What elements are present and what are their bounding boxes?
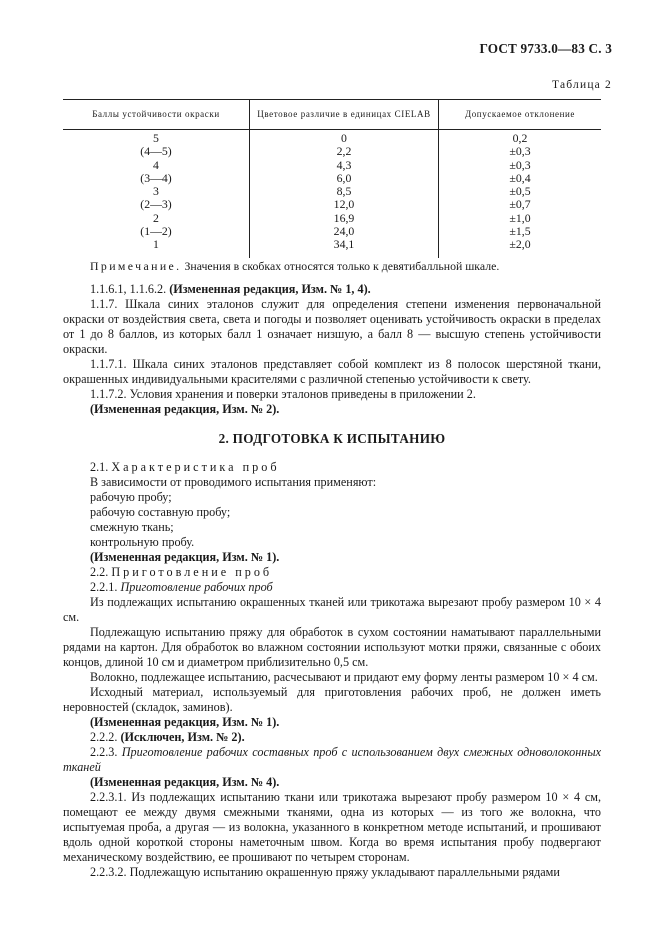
cell-grade: 3 [153,184,159,199]
cell-grade: 5 [153,131,159,145]
cell-tolerance: ±0,7 [509,197,531,212]
cell-grade: 2 [153,210,159,225]
cell-tolerance: ±0,3 [509,144,531,159]
table-row [63,185,601,198]
table-row [63,225,601,238]
clause-number: 2.1. [90,460,112,474]
table-row [63,212,601,225]
amendment-note: (Измененная редакция, Изм. № 1, 4). [169,282,371,296]
clause-number: 2.2.1. [90,580,121,594]
cell-difference: 2,2 [250,145,439,158]
note-text: Значения в скобках относятся только к девятибалльной шкале. [181,259,500,273]
body-text [63,282,601,880]
paragraph-1-1-6 [63,282,601,297]
cell-grade: (2—3) [140,197,172,212]
cell-tolerance: ±0,5 [509,184,531,199]
cell-tolerance: ±0,4 [509,170,531,185]
clause-title: Приготовление проб [111,565,273,579]
clause-number: 2.2.2. [90,730,121,744]
cell-tolerance: ±1,5 [509,224,531,239]
cell-tolerance: ±1,0 [509,210,531,225]
note-label: Примечание. [90,259,182,273]
clause-title: Характеристика проб [111,460,280,474]
clause-number: 2.2.3. [90,745,122,759]
table-label: Таблица 2 [552,79,612,91]
cell-grade: (3—4) [140,170,172,185]
cell-difference: 6,0 [250,172,439,185]
table-row [63,130,601,146]
table-row [63,172,601,185]
amendment-note: (Измененная редакция, Изм. № 4). [90,775,280,789]
list-item: контрольную пробу. [90,535,195,549]
paragraph-1-1-7: 1.1.7. Шкала синих эталонов служит для определения степени изменения первоначальной окраски от воздействия света, света и погоды и позволяет оценивать устойчивость окраски в пределах от 1 до 8 баллов, из которых балл 1 означает низшую, а балл 8 — высшую степень устойчивости окраски. [63,297,601,356]
clause-2-2-2 [63,730,601,745]
table-row [63,159,601,172]
clause-2-2-1-heading [63,580,601,595]
cell-difference: 16,9 [250,212,439,225]
cell-difference: 34,1 [250,238,439,257]
col-header-tolerance: Допускаемое отклонение [439,100,602,130]
cell-difference: 24,0 [250,225,439,238]
section-title: 2. ПОДГОТОВКА К ИСПЫТАНИЮ [218,431,446,446]
cell-tolerance: 0,2 [512,131,528,145]
cell-difference: 12,0 [250,198,439,211]
table-row [63,145,601,158]
fastness-table [63,99,601,258]
amendment-note: (Измененная редакция, Изм. № 1). [90,715,280,729]
cell-difference: 8,5 [250,185,439,198]
cell-tolerance: ±2,0 [509,237,531,252]
cell-grade: (4—5) [140,144,172,159]
exclusion-note: (Исключен, Изм. № 2). [120,730,245,744]
table-header-row [63,100,601,130]
clause-title: Приготовление рабочих составных проб с использованием двух смежных одноволоконных тканей [63,745,601,774]
table-row [63,238,601,257]
clause-2-2-heading [63,565,601,580]
col-header-grade: Баллы устойчивости окраски [63,100,250,130]
paragraph: Исходный материал, используемый для приготовления рабочих проб, не должен иметь неровностей (складок, заминов). [63,685,601,714]
clause-2-1-heading [63,460,601,475]
clause-2-2-3-heading [63,745,601,775]
paragraph: Из подлежащих испытанию окрашенных тканей или трикотажа вырезают пробу размером 10 × 4 см. [63,595,601,624]
col-header-color-difference: Цветовое различие в единицах CIELAB [250,100,439,130]
paragraph: Волокно, подлежащее испытанию, расчесывают и придают ему форму ленты размером 10 × 4 см. [90,670,598,684]
paragraph-1-1-7-1: 1.1.7.1. Шкала синих эталонов представляет собой комплект из 8 полосок шерстяной ткани, окрашенных индивидуальными красителями с различной степенью устойчивости к свету. [63,357,601,386]
paragraph-2-2-3-1: 2.2.3.1. Из подлежащих испытанию ткани или трикотажа вырезают пробу размером 10 × 4 см, помещают ее между двумя смежными тканями, одна из которых — из того же волокна, что испытуемая проба, а другая — из волокна, указанного в конкретном методе испытаний, и прошивают вдоль одной короткой стороны наметочным швом. Когда во время испытания пробу подвергают механическому воздействию, ее прошивают по четырем сторонам. [63,790,601,864]
cell-difference: 0 [250,130,439,146]
cell-grade: 4 [153,157,159,172]
page-header: ГОСТ 9733.0—83 С. 3 [479,41,612,56]
amendment-note: (Измененная редакция, Изм. № 1). [90,550,280,564]
clause-number: 1.1.6.1, 1.1.6.2. [90,282,170,296]
paragraph-1-1-7-2: 1.1.7.2. Условия хранения и поверки эталонов приведены в приложении 2. [90,387,476,401]
cell-grade: 1 [153,237,159,252]
amendment-note: (Измененная редакция, Изм. № 2). [90,402,280,416]
cell-grade: (1—2) [140,224,172,239]
table-note [90,259,499,274]
list-item: рабочую составную пробу; [90,505,231,519]
cell-tolerance: ±0,3 [509,157,531,172]
clause-number: 2.2. [90,565,112,579]
list-item: рабочую пробу; [90,490,172,504]
paragraph-2-2-3-2: 2.2.3.2. Подлежащую испытанию окрашенную пряжу укладывают параллельными рядами [90,865,560,879]
cell-difference: 4,3 [250,159,439,172]
list-item: смежную ткань; [90,520,174,534]
clause-title: Приготовление рабочих проб [120,580,273,594]
paragraph: Подлежащую испытанию пряжу для обработок в сухом состоянии наматывают параллельными рядами на картон. Для обработок во влажном состоянии используют мотки пряжи, связанные с обоих концов, длиной 10 см и диаметром приблизительно 0,5 см. [63,625,601,669]
table-row [63,198,601,211]
clause-2-1-intro: В зависимости от проводимого испытания применяют: [90,475,377,489]
